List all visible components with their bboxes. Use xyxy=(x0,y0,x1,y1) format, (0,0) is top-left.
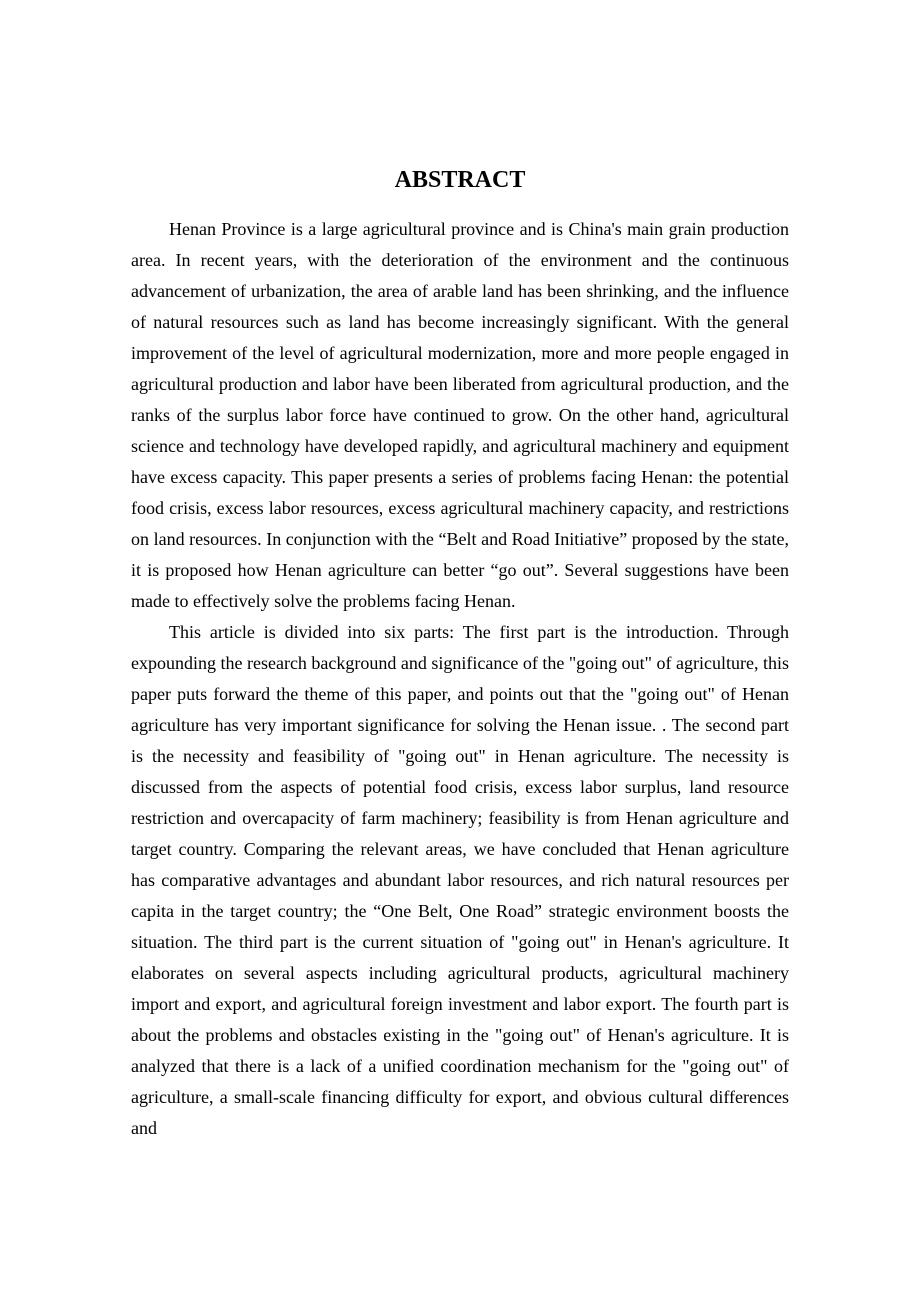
abstract-paragraph-1: Henan Province is a large agricultural province and is China's main grain production area. In recent years, with the deterioration of the environment and the continuous advancement of urbanization, the area of arable land has been shrinking, and the influence of natural resources such as land has become increasingly significant. With the general improvement of the level of agricultural modernization, more and more people engaged in agricultural production and labor have been liberated from agricultural production, and the ranks of the surplus labor force have continued to grow. On the other hand, agricultural science and technology have developed rapidly, and agricultural machinery and equipment have excess capacity. This paper presents a series of problems facing Henan: the potential food crisis, excess labor resources, excess agricultural machinery capacity, and restrictions on land resources. In conjunction with the “Belt and Road Initiative” proposed by the state, it is proposed how Henan agriculture can better “go out”. Several suggestions have been made to effectively solve the problems facing Henan. xyxy=(131,219,789,611)
abstract-title: ABSTRACT xyxy=(394,167,526,193)
abstract-body xyxy=(131,214,789,1144)
abstract-paragraph-2: This article is divided into six parts: The first part is the introduction. Through expounding the research background and significance of the "going out" of agriculture, this paper puts forward the theme of this paper, and points out that the "going out" of Henan agriculture has very important significance for solving the Henan issue. . The second part is the necessity and feasibility of "going out" in Henan agriculture. The necessity is discussed from the aspects of potential food crisis, excess labor surplus, land resource restriction and overcapacity of farm machinery; feasibility is from Henan agriculture and target country. Comparing the relevant areas, we have concluded that Henan agriculture has comparative advantages and abundant labor resources, and rich natural resources per capita in the target country; the “One Belt, One Road” strategic environment boosts the situation. The third part is the current situation of "going out" in Henan's agriculture. It elaborates on several aspects including agricultural products, agricultural machinery import and export, and agricultural foreign investment and labor export. The fourth part is about the problems and obstacles existing in the "going out" of Henan's agriculture. It is analyzed that there is a lack of a unified coordination mechanism for the "going out" of agriculture, a small-scale financing difficulty for export, and obvious cultural differences and xyxy=(131,622,789,1138)
